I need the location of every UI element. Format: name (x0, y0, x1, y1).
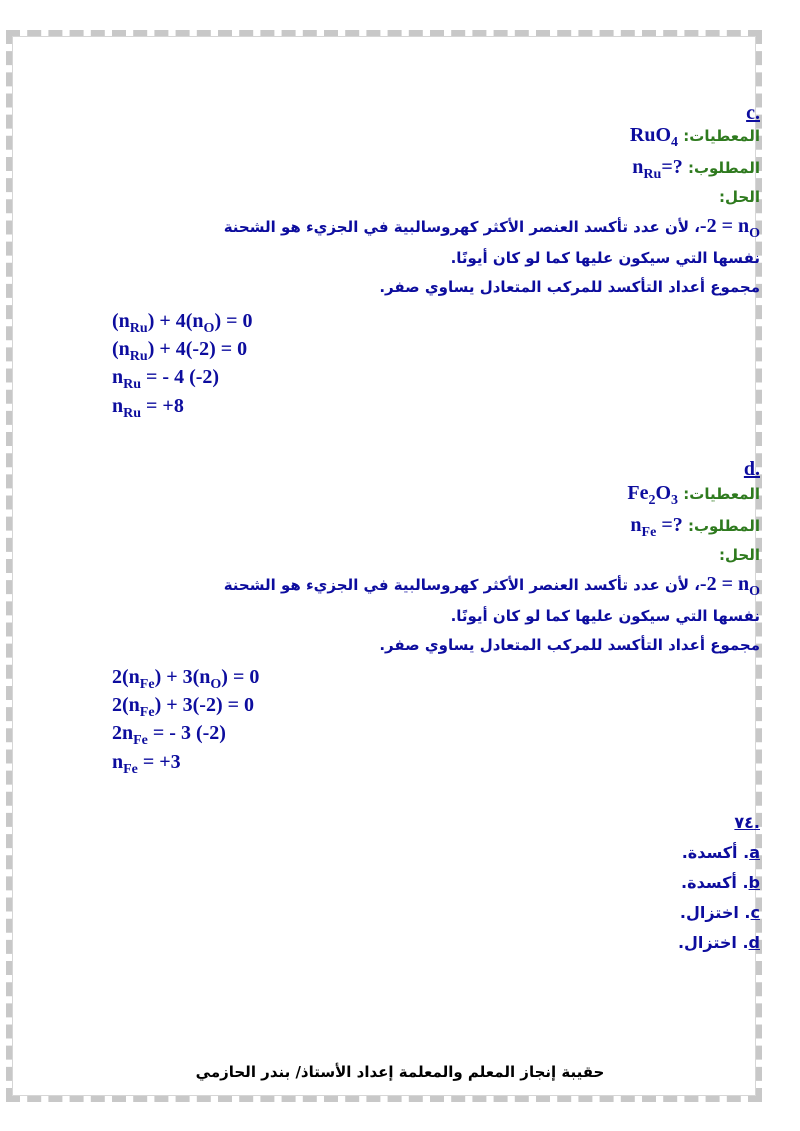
section-c-solution-label: الحل: (719, 188, 760, 206)
q74-answer-b: b. أكسدة. (681, 873, 760, 892)
section-c-eq-2: $(n_{Ru}) + 4(-2) = 0$ (112, 338, 248, 364)
q74-number: .٧٤ (734, 813, 760, 832)
section-d-eq-2: $2(n_{Fe}) + 3(-2) = 0$ (112, 694, 254, 720)
section-d-line3: مجموع أعداد التأكسد للمركب المتعادل يساوي صفر. (379, 636, 760, 654)
section-d-solution-label: الحل: (719, 546, 760, 564)
section-d-eq-1: $2(n_{Fe}) + 3(n_O) = 0$ (112, 666, 260, 692)
section-d-given: المعطيات: $Fe_2O_3$ (627, 482, 760, 508)
section-c-letter: .c (746, 102, 760, 124)
section-d-line2: نفسها التي سيكون عليها كما لو كان أيونًا. (450, 607, 760, 625)
page-footer: حقيبة إنجاز المعلم والمعلمة إعداد الأستاذ/ بندر الحازمي (195, 1063, 605, 1081)
section-c-eq-1: $(n_{Ru}) + 4(n_O) = 0$ (112, 310, 253, 336)
q74-answer-c: c. اختزال. (679, 903, 760, 922)
section-d-required: المطلوب: $n_{Fe}$ =? (630, 514, 760, 540)
section-d-letter: .d (743, 458, 760, 480)
section-c-eq-4: $n_{Ru} = +8$ (112, 395, 184, 421)
section-c-line1: $-2 = n_O،$ لأن عدد تأكسد العنصر الأكثر كهروسالبية في الجزيء هو الشحنة (223, 215, 760, 241)
page-inner-border (12, 36, 756, 1096)
q74-answer-a: a. أكسدة. (681, 843, 760, 862)
section-d-eq-3: $2n_{Fe}$ = - 3 (-2) (112, 722, 226, 748)
section-c-required: المطلوب: $n_{Ru}=$? (632, 156, 760, 182)
section-d-line1: $-2 = n_O،$ لأن عدد تأكسد العنصر الأكثر كهروسالبية في الجزيء هو الشحنة (223, 573, 760, 599)
q74-answer-d: d. اختزال. (677, 933, 760, 952)
section-c-line2: نفسها التي سيكون عليها كما لو كان أيونًا. (450, 249, 760, 267)
section-c-eq-3: $n_{Ru}$ = - 4 (-2) (112, 366, 220, 392)
section-c-line3: مجموع أعداد التأكسد للمركب المتعادل يساوي صفر. (379, 278, 760, 296)
section-d-eq-4: $n_{Fe} = +3$ (112, 751, 181, 777)
section-c-given: المعطيات: RuO$_4$ (629, 124, 760, 150)
